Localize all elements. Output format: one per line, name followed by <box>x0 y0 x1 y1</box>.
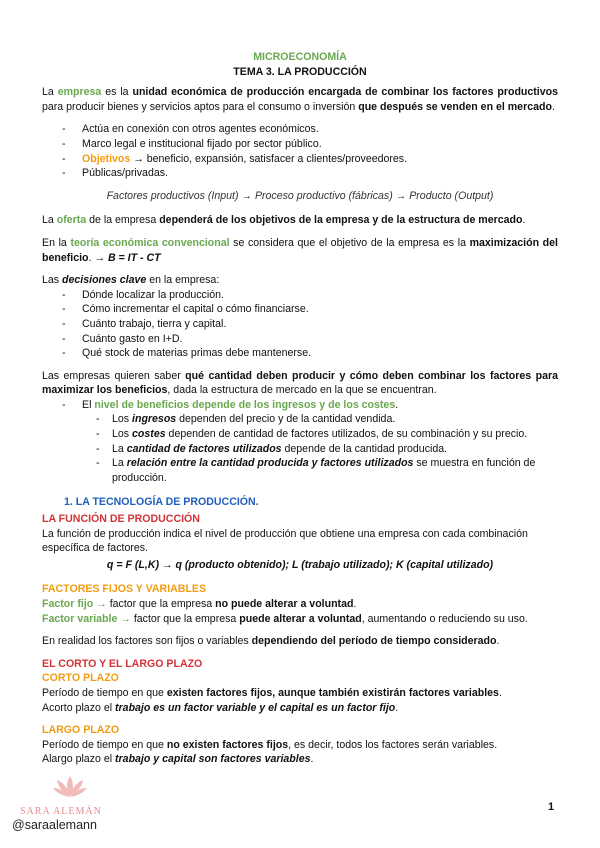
document-page <box>42 50 558 767</box>
largo-line-2: Alargo plazo el trabajo y capital son factores variables. <box>42 753 314 766</box>
list-item: - Cómo incrementar el capital o cómo financiarse. <box>42 302 558 317</box>
heading-largo-plazo: LARGO PLAZO <box>42 724 120 737</box>
heading-factores: FACTORES FIJOS Y VARIABLES <box>42 583 207 596</box>
list-item: - Los ingresos dependen del precio y de la cantidad vendida. <box>42 412 558 427</box>
funcion-text: La función de producción indica el nivel de producción que obtiene una empresa con cada combinación específica de factores. <box>42 527 528 555</box>
list-item: - Cuánto gasto en I+D. <box>42 332 558 347</box>
subheading-funcion-produccion: LA FUNCIÓN DE PRODUCCIÓN <box>42 513 200 526</box>
corto-line-1: Período de tiempo en que existen factores fijos, aunque también existirán factores variables. <box>42 686 502 699</box>
subject-title: MICROECONOMÍA <box>253 51 347 63</box>
beneficios-list <box>42 398 558 486</box>
largo-line-1: Período de tiempo en que no existen factores fijos, es decir, todos los factores serán variables. <box>42 738 498 751</box>
list-item: - Públicas/privadas. <box>42 166 558 181</box>
topic-title: TEMA 3. LA PRODUCCIÓN <box>233 65 367 78</box>
list-item: - El nivel de beneficios depende de los ingresos y de los costes. - Los ingresos dependen del precio y de la cantidad vendida. - Los costes dependen de cantidad de factores utilizados, de su combinación y su precio. - La cantidad de factores utilizados depende de la cantidad producida. - La relación entre la cantidad producida y factores utilizados se muestra en función de producción. <box>42 398 558 486</box>
social-handle: @saraalemann <box>12 818 97 832</box>
list-item: - Cuánto trabajo, tierra y capital. <box>42 317 558 332</box>
list-item: - Marco legal e institucional fijado por sector público. <box>42 137 558 152</box>
production-formula: q = F (L,K) → q (producto obtenido); L (trabajo utilizado); K (capital utilizado) <box>106 558 494 571</box>
section-heading-tecnologia: 1. LA TECNOLOGÍA DE PRODUCCIÓN. <box>64 496 259 509</box>
company-traits-list <box>42 122 558 180</box>
beneficios-sublist <box>42 412 558 485</box>
saber-paragraph: Las empresas quieren saber qué cantidad deben producir y cómo deben combinar los factores para maximizar los beneficios, dada la estructura de mercado en la que se encuentran. <box>42 369 558 397</box>
list-item: - La relación entre la cantidad producida y factores utilizados se muestra en función de producción. <box>42 456 558 485</box>
page-number: 1 <box>548 801 555 813</box>
factor-fijo-line: Factor fijo → factor que la empresa no puede alterar a voluntad. <box>42 598 357 610</box>
decisiones-lead: Las decisiones clave en la empresa: <box>42 274 220 287</box>
list-item: - Actúa en conexión con otros agentes económicos. <box>42 122 558 137</box>
list-item: - La cantidad de factores utilizados depende de la cantidad producida. <box>42 442 558 457</box>
list-item: - Los costes dependen de cantidad de factores utilizados, de su combinación y su precio. <box>42 427 558 442</box>
lotus-logo-icon <box>10 772 130 806</box>
intro-paragraph: La empresa es la unidad económica de producción encargada de combinar los factores productivos para producir bienes y servicios aptos para el consumo o inversión que después se venden en el mercado. <box>42 86 559 113</box>
list-item: - Qué stock de materias primas debe mantenerse. <box>42 346 558 361</box>
teoria-paragraph: En la teoría económica convencional se considera que el objetivo de la empresa es la maximización del beneficio. → B = IT - CT <box>42 236 558 264</box>
realidad-paragraph: En realidad los factores son fijos o variables dependiendo del período de tiempo considerado. <box>42 635 500 648</box>
oferta-paragraph: La oferta de la empresa dependerá de los objetivos de la empresa y de la estructura de mercado. <box>42 214 526 227</box>
list-item: - Objetivos → beneficio, expansión, satisfacer a clientes/proveedores. <box>42 152 558 167</box>
heading-corto-plazo: CORTO PLAZO <box>42 672 119 685</box>
brand-name: SARA ALEMÁN <box>20 806 102 817</box>
production-process-line: Factores productivos (Input) → Proceso productivo (fábricas) → Producto (Output) <box>106 189 494 202</box>
heading-plazos: EL CORTO Y EL LARGO PLAZO <box>42 657 203 670</box>
decisiones-list <box>42 288 558 361</box>
corto-line-2: Acorto plazo el trabajo es un factor variable y el capital es un factor fijo. <box>42 701 399 714</box>
list-item: - Dónde localizar la producción. <box>42 288 558 303</box>
factor-variable-line: Factor variable → factor que la empresa puede alterar a voluntad, aumentando o reduciendo su uso. <box>42 612 528 625</box>
